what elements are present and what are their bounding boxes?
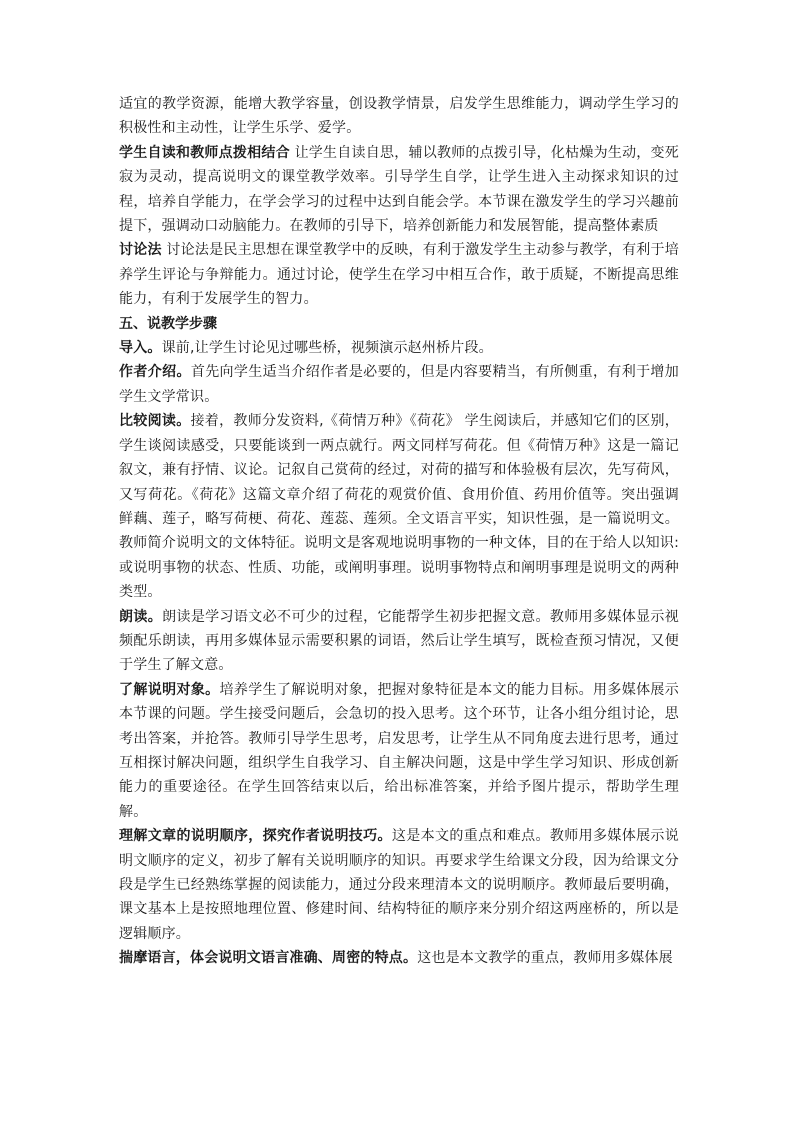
paragraph-self-reading (119, 141, 679, 239)
paragraph-lead: 讨论法 (119, 242, 162, 259)
step-text: 这也是本文教学的重点，教师用多媒体展 (417, 950, 673, 967)
paragraph-text: 讨论法是民主思想在课堂教学中的反映，有利于激发学生主动参与教学，有利于培养学生评论与争辩能力。通过讨论，使学生在学习中相互合作，敢于质疑，不断提高思维能力，有利于发展学生的智力。 (119, 242, 679, 308)
step-lead: 导入。 (119, 340, 162, 357)
section-heading: 五、说教学步骤 (119, 315, 217, 332)
step-author (119, 360, 679, 409)
step-text: 首先向学生适当介绍作者是必要的，但是内容要精当，有所侧重，有利于增加学生文学常识。 (119, 364, 679, 405)
step-object (119, 678, 679, 824)
step-text: 这是本文的重点和难点。教师用多媒体展示说明文顺序的定义，初步了解有关说明顺序的知识。再要求学生给课文分段，因为给课文分段是学生已经熟练掌握的阅读能力，通过分段来理清本文的说明顺序。教师最后要明确，课文基本上是按照地理位置、修建时间、结构特征的顺序来分别介绍这两座桥的，所以是逻辑顺序。 (119, 828, 679, 942)
step-language (119, 946, 679, 970)
step-lead: 理解文章的说明顺序，探究作者说明技巧。 (119, 828, 392, 845)
paragraph-lead: 学生自读和教师点拨相结合 (119, 144, 290, 161)
step-text: 接着，教师分发资料,《荷情万种》《荷花》 学生阅读后，并感知它们的区别，学生谈阅读感受，只要能谈到一两点就行。两文同样写荷花。但《荷情万种》这是一篇记叙文，兼有抒情、议论。记叙自己赏荷的经过，对荷的描写和体验极有层次，先写荷风，又写荷花。《荷花》这篇文章介绍了荷花的观赏价值、食用价值、药用价值等。突出强调鲜藕、莲子，略写荷梗、荷花、莲蕊、莲须。全文语言平实，知识性强，是一篇说明文。教师简介说明文的文体特征。说明文是客观地说明事物的一种文体，目的在于给人以知识: 或说明事物的状态、性质、功能，或阐明事理。说明事物特点和阐明事理是说明文的两种类型。 (119, 413, 680, 601)
step-read-aloud (119, 605, 679, 678)
step-text: 朗读是学习语文必不可少的过程，它能帮学生初步把握文意。教师用多媒体显示视频配乐朗读，再用多媒体显示需要积累的词语，然后让学生填写，既检查预习情况，又便于学生了解文意。 (119, 608, 679, 674)
step-lead: 了解说明对象。 (119, 681, 220, 698)
step-lead: 比较阅读。 (119, 413, 191, 430)
paragraph-text: 适宜的教学资源，能增大教学容量，创设教学情景，启发学生思维能力，调动学生学习的积极性和主动性，让学生乐学、爱学。 (119, 96, 679, 137)
step-lead: 作者介绍。 (119, 364, 191, 381)
paragraph-discussion (119, 238, 679, 311)
step-lead: 朗读。 (119, 608, 163, 625)
paragraph-text: 让学生自读自思，辅以教师的点拨引导，化枯燥为生动，变死寂为灵动，提高说明文的课堂教学效率。引导学生自学，让学生进入主动探求知识的过程，培养自学能力，在学会学习的过程中达到自能会学。本节课在激发学生的学习兴趣前提下，强调动口动脑能力。在教师的引导下，培养创新能力和发展智能，提高整体素质 (119, 144, 679, 235)
step-text: 课前,让学生讨论见过哪些桥，视频演示赵州桥片段。 (161, 340, 493, 357)
document-page (119, 92, 679, 971)
step-compare-reading (119, 409, 679, 604)
step-lead: 揣摩语言，体会说明文语言准确、周密的特点。 (119, 950, 418, 967)
step-intro (119, 336, 679, 360)
step-order (119, 824, 679, 946)
paragraph-resources (119, 92, 679, 141)
step-text: 培养学生了解说明对象，把握对象特征是本文的能力目标。用多媒体展示本节课的问题。学生接受问题后，会急切的投入思考。这个环节，让各小组分组讨论，思考出答案，并抢答。教师引导学生思考，启发思考，让学生从不同角度去进行思考，通过互相探讨解决问题，组织学生自我学习、自主解决问题，这是中学生学习知识、形成创新能力的重要途径。在学生回答结束以后，给出标准答案，并给予图片提示，帮助学生理解。 (119, 681, 679, 820)
